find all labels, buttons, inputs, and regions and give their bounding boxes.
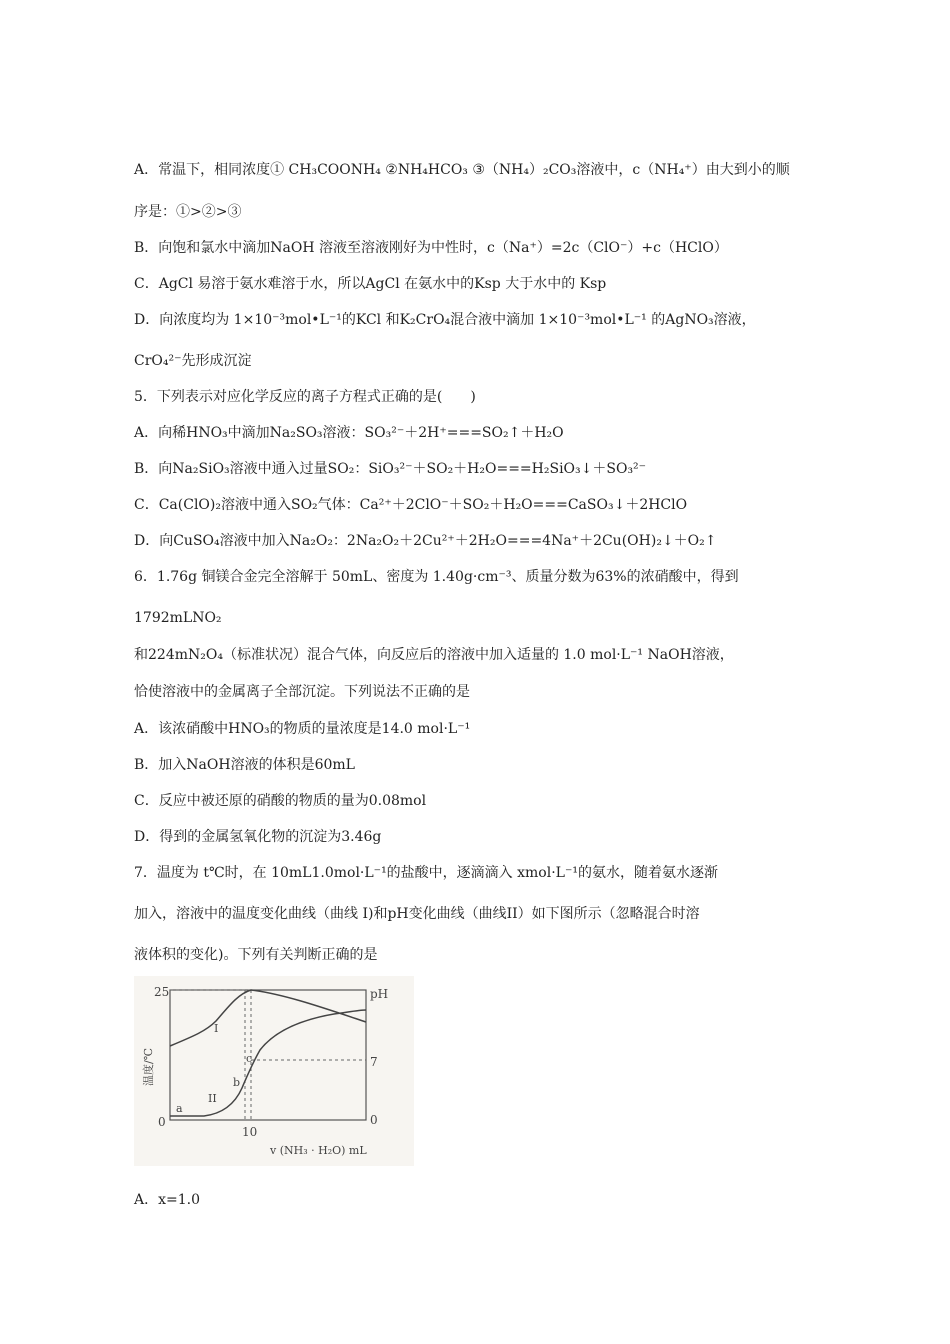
- plot-frame: [170, 990, 366, 1120]
- q5-option-a: A．向稀HNO₃中滴加Na₂SO₃溶液：SO₃²⁻＋2H⁺===SO₂↑＋H₂O: [134, 425, 564, 441]
- point-c-label: c: [246, 1052, 253, 1065]
- x-axis-label: v (NH₃ · H₂O) mL: [270, 1144, 367, 1157]
- q6-stem-line3: 和224mN₂O₄（标准状况）混合气体，向反应后的溶液中加入适量的 1.0 mol·L⁻¹ NaOH溶液，: [134, 647, 734, 663]
- curve-i-temperature: [170, 990, 366, 1046]
- q5-option-d: D．向CuSO₄溶液中加入Na₂O₂：2Na₂O₂＋2Cu²⁺＋2H₂O===4Na⁺＋2Cu(OH)₂↓＋O₂↑: [134, 533, 717, 549]
- q7-stem-line2: 加入，溶液中的温度变化曲线（曲线 I)和pH变化曲线（曲线II）如下图所示（忽略混合时溶: [134, 906, 700, 922]
- curve-ii-ph: [170, 1010, 366, 1116]
- q6-option-b: B．加入NaOH溶液的体积是60mL: [134, 757, 355, 773]
- curve-ii-label: II: [208, 1092, 217, 1105]
- y-left-axis-label: 温度/℃: [142, 1047, 155, 1086]
- q4-option-d-line2: CrO₄²⁻先形成沉淀: [134, 353, 252, 369]
- q4-option-d-line1: D．向浓度均为 1×10⁻³mol•L⁻¹的KCl 和K₂CrO₄混合液中滴加 1×10⁻³mol•L⁻¹ 的AgNO₃溶液，: [134, 312, 756, 328]
- y-right-mid-label: 7: [370, 1055, 378, 1069]
- y-right-top-label: pH: [370, 987, 389, 1001]
- q6-stem-line4: 恰使溶液中的金属离子全部沉淀。下列说法不正确的是: [134, 684, 470, 700]
- q5-option-b: B．向Na₂SiO₃溶液中通入过量SO₂：SiO₃²⁻＋SO₂＋H₂O===H₂SiO₃↓＋SO₃²⁻: [134, 461, 647, 477]
- temperature-ph-figure: [134, 976, 414, 1166]
- q4-option-a-line2: 序是：①>②>③: [134, 204, 242, 220]
- q7-stem-line3: 液体积的变化)。下列有关判断正确的是: [134, 947, 378, 963]
- q7-stem-line1: 7．温度为 t℃时，在 10mL1.0mol·L⁻¹的盐酸中，逐滴滴入 xmol·L⁻¹的氨水，随着氨水逐渐: [134, 865, 718, 881]
- q6-option-d: D．得到的金属氢氧化物的沉淀为3.46g: [134, 829, 382, 845]
- q4-option-b: B．向饱和氯水中滴加NaOH 溶液至溶液刚好为中性时，c（Na⁺）=2c（ClO⁻）+c（HClO）: [134, 240, 728, 256]
- q5-stem: 5．下列表示对应化学反应的离子方程式正确的是( ): [134, 389, 476, 405]
- figure-svg: [134, 976, 414, 1166]
- y-right-bottom-label: 0: [370, 1113, 378, 1127]
- q6-option-a: A．该浓硝酸中HNO₃的物质的量浓度是14.0 mol·L⁻¹: [134, 721, 471, 737]
- curve-i-label: I: [214, 1022, 219, 1035]
- q5-option-c: C．Ca(ClO)₂溶液中通入SO₂气体：Ca²⁺＋2ClO⁻＋SO₂＋H₂O===CaSO₃↓＋2HClO: [134, 497, 688, 513]
- q7-option-a: A．x=1.0: [134, 1192, 201, 1208]
- q4-option-c: C．AgCl 易溶于氨水难溶于水，所以AgCl 在氨水中的Ksp 大于水中的 Ksp: [134, 276, 607, 292]
- point-b-label: b: [233, 1076, 241, 1089]
- y-left-top-label: 25: [154, 985, 170, 999]
- x-tick-10-label: 10: [242, 1125, 258, 1139]
- point-a-label: a: [176, 1102, 183, 1115]
- q4-option-a-line1: A．常温下，相同浓度① CH₃COONH₄ ②NH₄HCO₃ ③（NH₄）₂CO₃溶液中，c（NH₄⁺）由大到小的顺: [134, 162, 790, 178]
- q6-stem-line1: 6．1.76g 铜镁合金完全溶解于 50mL、密度为 1.40g·cm⁻³、质量分数为63%的浓硝酸中，得到: [134, 569, 739, 585]
- q6-option-c: C．反应中被还原的硝酸的物质的量为0.08mol: [134, 793, 427, 809]
- q6-stem-line2: 1792mLNO₂: [134, 610, 222, 626]
- x-origin-label: 0: [158, 1115, 166, 1129]
